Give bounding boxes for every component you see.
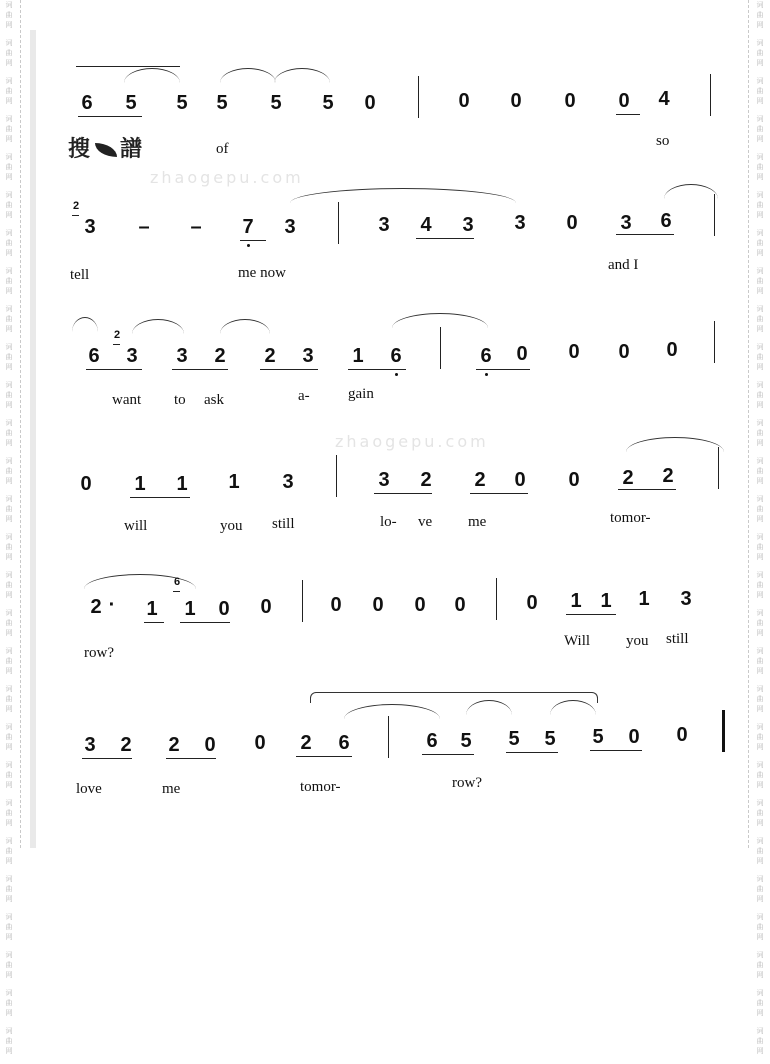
note: 0 xyxy=(568,469,580,491)
note: 0 xyxy=(414,594,426,616)
beam xyxy=(260,369,318,370)
beam xyxy=(416,238,474,239)
note: 3 xyxy=(84,734,96,756)
lyric: me xyxy=(468,514,487,530)
note: 2 xyxy=(474,469,486,491)
note: 3 xyxy=(282,471,294,493)
score-line-4 xyxy=(0,435,770,555)
barline xyxy=(302,580,303,622)
final-barline xyxy=(722,710,725,752)
note: 2 xyxy=(662,465,674,487)
lyric: row? xyxy=(452,775,482,791)
slur xyxy=(310,692,598,703)
note: 2 xyxy=(90,596,102,618)
lyric: Will xyxy=(564,633,591,649)
note: 6 xyxy=(426,730,438,752)
grace-note: 2 xyxy=(72,200,80,212)
note: 4 xyxy=(420,214,432,236)
beam xyxy=(616,114,640,115)
note: 0 xyxy=(568,341,580,363)
note: 0 xyxy=(564,90,576,112)
note: 0 xyxy=(526,592,538,614)
augmentation-dot: · xyxy=(108,594,116,616)
note: 3 xyxy=(378,214,390,236)
beam xyxy=(130,497,190,498)
lyric: love xyxy=(76,781,102,797)
note: 5 xyxy=(322,92,334,114)
barline xyxy=(714,194,715,236)
barline xyxy=(440,327,441,369)
barline xyxy=(336,455,337,497)
lyric: ask xyxy=(204,392,224,408)
note: 3 xyxy=(378,469,390,491)
barline xyxy=(714,321,715,363)
note: 0 xyxy=(666,339,678,361)
note: 5 xyxy=(125,92,137,114)
barline xyxy=(718,447,719,489)
score-line-1 xyxy=(0,60,770,180)
note: 0 xyxy=(204,734,216,756)
barline xyxy=(338,202,339,244)
score-line-2 xyxy=(0,180,770,300)
score-line-3 xyxy=(0,305,770,425)
slur xyxy=(344,704,440,719)
note: 6 xyxy=(81,92,93,114)
lyric: tell xyxy=(70,267,90,283)
note: 0 xyxy=(566,212,578,234)
note: 1 xyxy=(134,473,146,495)
lyric: me now xyxy=(238,265,286,281)
lyric: you xyxy=(626,633,649,649)
note: 2 xyxy=(420,469,432,491)
note: 3 xyxy=(284,216,296,238)
note: 0 xyxy=(218,598,230,620)
note: 3 xyxy=(680,588,692,610)
note: 0 xyxy=(510,90,522,112)
lyric: want xyxy=(112,392,142,408)
beam xyxy=(618,489,676,490)
note: 5 xyxy=(216,92,228,114)
note: 0 xyxy=(364,92,376,114)
note: – xyxy=(138,216,150,238)
beam xyxy=(374,493,432,494)
note: 0 xyxy=(516,343,528,365)
note: 5 xyxy=(270,92,282,114)
beam xyxy=(616,234,674,235)
note: 3 xyxy=(302,345,314,367)
beam xyxy=(422,754,474,755)
note: 6 xyxy=(88,345,100,367)
slur xyxy=(392,313,488,328)
beam xyxy=(476,369,530,370)
note: 3 xyxy=(462,214,474,236)
note: 6 xyxy=(480,345,492,367)
beam xyxy=(470,493,528,494)
slur xyxy=(124,68,180,83)
lower-octave-dot xyxy=(395,373,398,376)
note: 0 xyxy=(454,594,466,616)
beam xyxy=(180,622,230,623)
note: 0 xyxy=(628,726,640,748)
note: 0 xyxy=(618,90,630,112)
right-border-watermark: 词 曲 网 词 曲 网 词 曲 网 词 曲 网 词 曲 网 词 曲 网 词 曲 网 词 曲 网 词 曲 网 词 曲 网 词 曲 网 词 曲 网 词 曲 网 词 曲 网 词 曲 网 词 曲 网 词 曲 网 词 曲 网 词 曲 网 词 曲 网 词 曲 网 词 曲 网 词 曲 网 词 曲 网 词 曲 网 词 曲 网 词 曲 网 词 曲 网 xyxy=(756,1,764,1055)
logo-text-right: 譜 xyxy=(120,137,145,162)
note: 2 xyxy=(264,345,276,367)
note: – xyxy=(190,216,202,238)
lyric: of xyxy=(216,141,229,157)
grace-line xyxy=(113,344,120,345)
lyric: me xyxy=(162,781,181,797)
score-line-6 xyxy=(0,690,770,810)
beam xyxy=(348,369,406,370)
beam xyxy=(166,758,216,759)
note: 4 xyxy=(658,88,670,110)
note: 5 xyxy=(592,726,604,748)
note: 0 xyxy=(372,594,384,616)
barline xyxy=(496,578,497,620)
beam xyxy=(566,614,616,615)
lower-octave-dot xyxy=(485,373,488,376)
note: 3 xyxy=(514,212,526,234)
note: 7 xyxy=(242,216,254,238)
beam xyxy=(590,750,642,751)
note: 0 xyxy=(80,473,92,495)
beam xyxy=(240,240,266,241)
note: 3 xyxy=(84,216,96,238)
note: 0 xyxy=(254,732,266,754)
note: 2 xyxy=(168,734,180,756)
note: 1 xyxy=(570,590,582,612)
note: 1 xyxy=(176,473,188,495)
note: 3 xyxy=(176,345,188,367)
note: 1 xyxy=(184,598,196,620)
note: 0 xyxy=(458,90,470,112)
beam xyxy=(506,752,558,753)
slur xyxy=(290,188,516,203)
note: 0 xyxy=(676,724,688,746)
beam xyxy=(78,116,142,117)
note: 3 xyxy=(620,212,632,234)
lower-octave-dot xyxy=(247,244,250,247)
lyric: tomor- xyxy=(300,779,341,795)
grace-line xyxy=(173,591,180,592)
left-border-watermark: 词 曲 网 词 曲 网 词 曲 网 词 曲 网 词 曲 网 词 曲 网 词 曲 网 词 曲 网 词 曲 网 词 曲 网 词 曲 网 词 曲 网 词 曲 网 词 曲 网 词 曲 网 词 曲 网 词 曲 网 词 曲 网 词 曲 网 词 曲 网 词 曲 网 词 曲 网 词 曲 网 词 曲 网 词 曲 网 词 曲 网 词 曲 网 词 曲 网 xyxy=(5,1,13,1055)
logo-text-left: 搜 xyxy=(68,137,93,162)
note: 1 xyxy=(146,598,158,620)
barline xyxy=(710,74,711,116)
note: 6 xyxy=(390,345,402,367)
lyric: gain xyxy=(348,386,374,402)
note: 2 xyxy=(120,734,132,756)
slur xyxy=(220,319,270,334)
barline xyxy=(418,76,419,118)
note: 0 xyxy=(260,596,272,618)
beam xyxy=(296,756,352,757)
lyric: to xyxy=(174,392,186,408)
note: 5 xyxy=(460,730,472,752)
lyric: you xyxy=(220,518,243,534)
grace-note: 6 xyxy=(173,576,181,588)
lyric: a- xyxy=(298,388,310,404)
lyric: tomor- xyxy=(610,510,651,526)
note: 2 xyxy=(214,345,226,367)
slur xyxy=(274,68,330,83)
watermark: zhaogepu.com xyxy=(335,432,489,451)
beam xyxy=(172,369,228,370)
slur xyxy=(72,317,98,332)
phrase-line xyxy=(76,66,180,67)
lyric: still xyxy=(272,516,295,532)
lyric: will xyxy=(124,518,148,534)
lyric: ve xyxy=(418,514,433,530)
beam xyxy=(86,369,142,370)
note: 5 xyxy=(544,728,556,750)
note: 5 xyxy=(508,728,520,750)
note: 0 xyxy=(514,469,526,491)
note: 1 xyxy=(638,588,650,610)
note: 6 xyxy=(660,210,672,232)
note: 5 xyxy=(176,92,188,114)
beam xyxy=(82,758,132,759)
note: 1 xyxy=(228,471,240,493)
note: 3 xyxy=(126,345,138,367)
slur xyxy=(626,437,724,452)
note: 6 xyxy=(338,732,350,754)
note: 1 xyxy=(600,590,612,612)
watermark: zhaogepu.com xyxy=(150,168,304,187)
grace-line xyxy=(72,215,79,216)
grace-note: 2 xyxy=(113,329,121,341)
note: 0 xyxy=(618,341,630,363)
note: 0 xyxy=(330,594,342,616)
score-line-5 xyxy=(0,560,770,680)
slur xyxy=(220,68,276,83)
note: 2 xyxy=(300,732,312,754)
note: 2 xyxy=(622,467,634,489)
lyric: lo- xyxy=(380,514,397,530)
beam xyxy=(144,622,164,623)
slur xyxy=(132,319,184,334)
lyric: and I xyxy=(608,257,639,273)
slur xyxy=(664,184,718,199)
note: 1 xyxy=(352,345,364,367)
lyric: so xyxy=(656,133,670,149)
lyric: row? xyxy=(84,645,114,661)
lyric: still xyxy=(666,631,689,647)
barline xyxy=(388,716,389,758)
